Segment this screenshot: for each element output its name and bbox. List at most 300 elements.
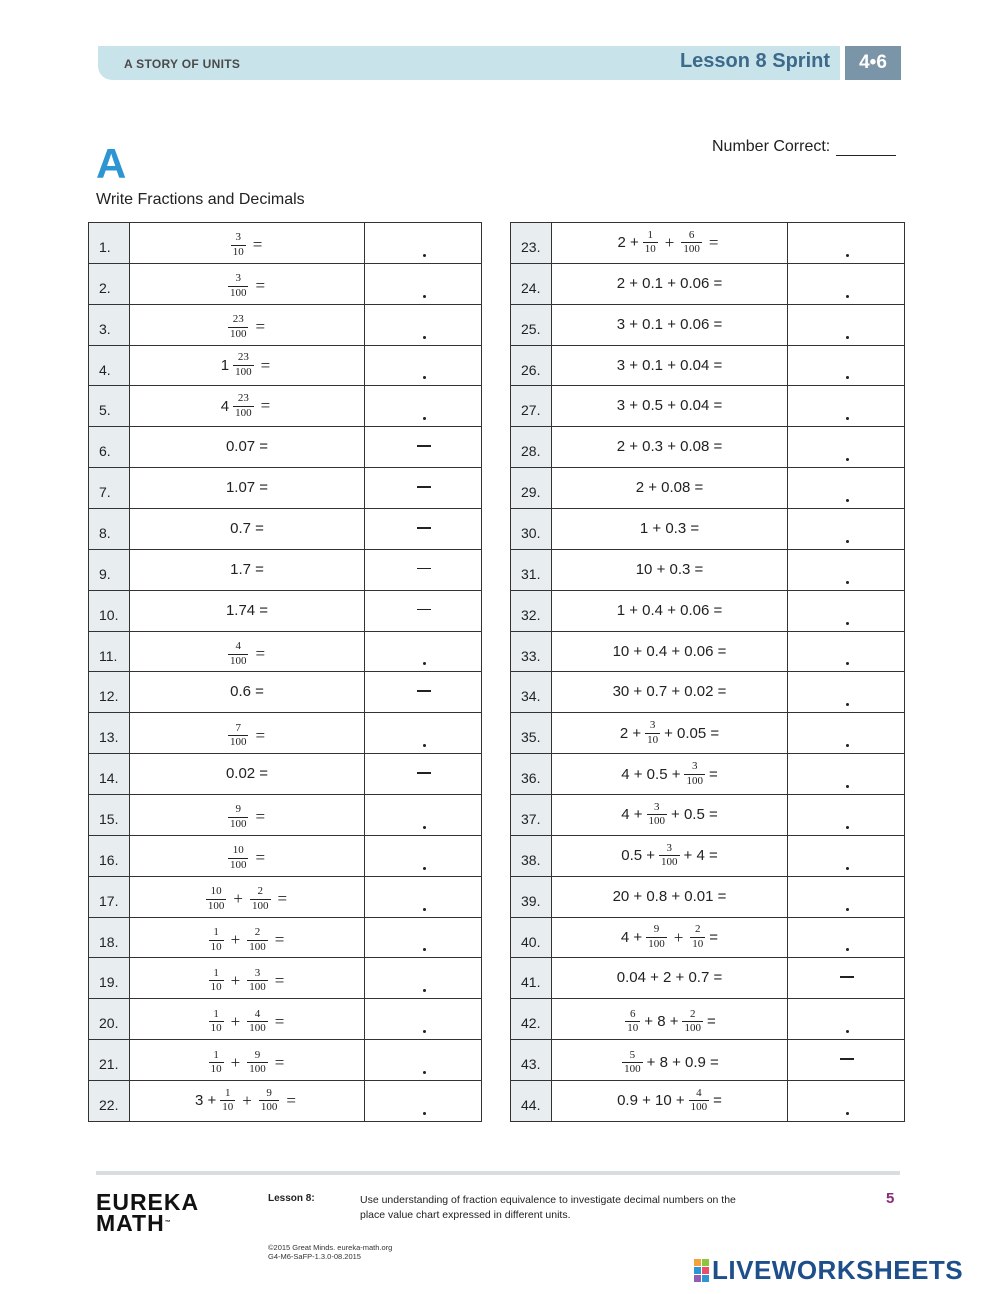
numerator: 6 — [688, 228, 695, 241]
denominator: 100 — [249, 1022, 266, 1035]
problem-number: 27. — [511, 386, 552, 427]
numerator: 3 — [235, 272, 241, 285]
fraction — [209, 1050, 224, 1076]
answer-blank-dash — [840, 976, 854, 978]
fraction — [206, 886, 227, 912]
problem-row — [511, 223, 905, 264]
numerator: 23 — [237, 392, 249, 405]
answer-decimal-point — [423, 336, 426, 339]
answer-cell[interactable] — [788, 304, 905, 345]
problem-number: 36. — [511, 754, 552, 795]
problem-row — [89, 1040, 482, 1081]
problem-row — [89, 713, 482, 754]
answer-decimal-point — [846, 295, 849, 298]
expression-text: 2 + 0.3 + 0.08 = — [616, 438, 723, 456]
numerator: 2 — [254, 925, 261, 938]
problem-number: 39. — [511, 876, 552, 917]
problem-number: 18. — [89, 917, 130, 958]
number-correct-label: Number Correct: — [712, 138, 831, 155]
problem-number: 28. — [511, 427, 552, 468]
problem-row — [511, 263, 905, 304]
fraction — [228, 641, 249, 667]
problem-expression — [552, 795, 788, 836]
problem-number: 19. — [89, 958, 130, 999]
footer-copyright — [268, 1243, 392, 1261]
denominator: 10 — [210, 981, 222, 994]
denominator: 10 — [222, 1101, 234, 1114]
answer-cell[interactable] — [365, 223, 482, 264]
fraction — [233, 352, 254, 378]
expression-text: = — [706, 1013, 716, 1031]
answer-blank-dash — [840, 1058, 854, 1060]
answer-decimal-point — [423, 295, 426, 298]
numerator: 9 — [235, 803, 241, 816]
answer-cell[interactable] — [365, 386, 482, 427]
problem-row — [511, 468, 905, 509]
problem-expression — [552, 345, 788, 386]
denominator: 100 — [229, 327, 247, 340]
problem-number: 44. — [511, 1081, 552, 1122]
answer-cell[interactable] — [788, 713, 905, 754]
denominator: 100 — [648, 938, 665, 951]
answer-cell[interactable] — [365, 876, 482, 917]
problem-row — [89, 958, 482, 999]
answer-cell[interactable] — [365, 1040, 482, 1081]
answer-blank-dash — [417, 690, 431, 692]
lesson-title: Lesson 8 Sprint — [679, 50, 830, 72]
liveworksheets-text: LIVEWORKSHEETS — [712, 1255, 964, 1285]
problem-row — [511, 304, 905, 345]
fraction — [689, 1088, 710, 1114]
footer-lesson-desc: Use understanding of fraction equivalence to investigate decimal numbers on the place value chart expressed in different units. — [360, 1194, 736, 1221]
expression-text: + 4 = — [683, 847, 718, 865]
problem-number: 12. — [89, 672, 130, 713]
denominator: 100 — [207, 899, 225, 912]
problem-expression — [552, 386, 788, 427]
problem-expression — [130, 917, 365, 958]
answer-cell[interactable] — [365, 304, 482, 345]
answer-decimal-point — [846, 417, 849, 420]
answer-cell[interactable] — [365, 468, 482, 509]
answer-cell[interactable] — [788, 672, 905, 713]
numerator: 3 — [254, 966, 261, 979]
fraction — [684, 761, 705, 787]
answer-cell[interactable] — [365, 795, 482, 836]
problem-row — [89, 795, 482, 836]
denominator: 100 — [661, 856, 678, 869]
problem-expression — [552, 999, 788, 1040]
problem-row — [89, 999, 482, 1040]
denominator: 100 — [229, 858, 247, 871]
numerator: 9 — [653, 923, 660, 936]
fraction — [643, 230, 658, 256]
problem-row — [89, 917, 482, 958]
answer-cell[interactable] — [365, 509, 482, 550]
answer-cell[interactable] — [788, 386, 905, 427]
answer-cell[interactable] — [788, 1040, 905, 1081]
fraction — [209, 1009, 224, 1035]
numerator: 2 — [695, 923, 701, 936]
denominator: 100 — [690, 1101, 708, 1114]
fraction — [247, 927, 268, 953]
denominator: 10 — [692, 938, 704, 951]
answer-decimal-point — [846, 662, 849, 665]
answer-cell[interactable] — [788, 590, 905, 631]
numerator: 1 — [213, 1007, 219, 1020]
problem-expression — [130, 876, 365, 917]
answer-decimal-point — [846, 826, 849, 829]
denominator: 100 — [229, 817, 247, 830]
operator: = — [255, 725, 266, 745]
problem-row — [511, 631, 905, 672]
problem-number: 17. — [89, 876, 130, 917]
problem-expression — [552, 754, 788, 795]
denominator: 100 — [235, 406, 252, 419]
expression-text: 2 + — [617, 234, 639, 252]
expression-text: 1.7 = — [230, 560, 264, 578]
brand-tm: ™ — [164, 1220, 172, 1226]
denominator: 100 — [624, 1063, 641, 1076]
operator: = — [255, 807, 266, 827]
operator: + — [230, 970, 241, 990]
answer-cell[interactable] — [365, 631, 482, 672]
expression-text: 0.6 = — [230, 683, 264, 701]
liveworksheets-logo — [694, 1255, 963, 1286]
expression-text: 3 + — [195, 1092, 217, 1110]
problem-row — [89, 835, 482, 876]
denominator: 100 — [229, 736, 247, 749]
answer-decimal-point — [846, 1112, 849, 1115]
problem-expression — [130, 835, 365, 876]
problem-expression — [130, 1040, 365, 1081]
fraction — [646, 924, 667, 950]
denominator: 100 — [686, 774, 703, 787]
numerator: 10 — [210, 885, 222, 898]
answer-blank-dash — [417, 527, 431, 529]
problem-number: 2. — [89, 263, 130, 304]
problem-number: 6. — [89, 427, 130, 468]
operator: = — [708, 232, 719, 252]
problem-number: 16. — [89, 835, 130, 876]
denominator: 100 — [229, 654, 247, 667]
operator: = — [274, 1052, 285, 1072]
problem-number: 10. — [89, 590, 130, 631]
operator: = — [274, 1011, 285, 1031]
problem-number: 7. — [89, 468, 130, 509]
answer-cell[interactable] — [365, 590, 482, 631]
answer-decimal-point — [846, 744, 849, 747]
operator: + — [230, 930, 241, 950]
answer-cell[interactable] — [788, 468, 905, 509]
problem-row — [511, 754, 905, 795]
problem-number: 32. — [511, 590, 552, 631]
sprint-letter: A — [96, 140, 127, 187]
problem-number: 42. — [511, 999, 552, 1040]
denominator: 100 — [683, 243, 700, 256]
problems-table-left — [88, 222, 482, 1122]
denominator: 100 — [260, 1101, 278, 1114]
operator: + — [673, 927, 684, 947]
expression-text: 0.9 + 10 + — [617, 1092, 685, 1110]
expression-text: 30 + 0.7 + 0.02 = — [612, 683, 727, 701]
problem-expression — [130, 672, 365, 713]
answer-cell[interactable] — [788, 427, 905, 468]
denominator: 10 — [210, 1063, 222, 1076]
answer-cell[interactable] — [365, 427, 482, 468]
problem-row — [89, 304, 482, 345]
problem-row — [89, 1081, 482, 1122]
fraction — [250, 886, 271, 912]
problem-expression — [130, 304, 365, 345]
problem-row — [511, 386, 905, 427]
answer-decimal-point — [423, 662, 426, 665]
denominator: 10 — [627, 1022, 639, 1035]
expression-text: 10 + 0.3 = — [635, 560, 704, 578]
problem-number: 11. — [89, 631, 130, 672]
expression-text: 0.07 = — [225, 438, 269, 456]
operator: = — [260, 396, 271, 416]
fraction — [233, 393, 254, 419]
problem-expression — [552, 713, 788, 754]
denominator: 100 — [235, 366, 252, 378]
problem-expression — [130, 795, 365, 836]
expression-text: 3 + 0.1 + 0.06 = — [616, 315, 723, 333]
operator: + — [242, 1090, 252, 1110]
problem-number: 15. — [89, 795, 130, 836]
answer-decimal-point — [846, 703, 849, 706]
operator: + — [230, 1052, 241, 1072]
problem-expression — [130, 754, 365, 795]
footer-divider — [96, 1171, 900, 1175]
answer-cell[interactable] — [365, 345, 482, 386]
problem-expression — [552, 958, 788, 999]
problem-number: 41. — [511, 958, 552, 999]
problem-row — [511, 345, 905, 386]
answer-cell[interactable] — [788, 917, 905, 958]
numerator: 6 — [630, 1007, 636, 1020]
answer-cell[interactable] — [365, 917, 482, 958]
fraction — [228, 804, 249, 830]
problem-number: 37. — [511, 795, 552, 836]
answer-cell[interactable] — [788, 631, 905, 672]
expression-text: 1 — [220, 357, 230, 374]
page-number: 5 — [886, 1190, 895, 1207]
problem-number: 9. — [89, 549, 130, 590]
expression-text: 0.5 + — [621, 847, 656, 865]
problem-row — [511, 427, 905, 468]
answer-cell[interactable] — [788, 876, 905, 917]
answer-cell[interactable] — [788, 223, 905, 264]
problem-expression — [552, 1081, 788, 1122]
answer-cell[interactable] — [365, 549, 482, 590]
problem-row — [89, 509, 482, 550]
operator: = — [260, 355, 271, 375]
answer-cell[interactable] — [788, 754, 905, 795]
fraction — [228, 314, 249, 340]
answer-cell[interactable] — [365, 835, 482, 876]
operator: + — [233, 889, 243, 909]
fraction — [625, 1009, 640, 1035]
numerator: 4 — [696, 1086, 702, 1099]
answer-cell[interactable] — [365, 672, 482, 713]
problem-row — [89, 549, 482, 590]
expression-text: 2 + 0.1 + 0.06 = — [616, 274, 723, 292]
numerator: 3 — [649, 719, 656, 732]
expression-text: 3 + 0.5 + 0.04 = — [616, 397, 723, 415]
problem-expression — [552, 304, 788, 345]
problem-row — [89, 876, 482, 917]
problem-number: 21. — [89, 1040, 130, 1081]
denominator: 100 — [249, 940, 266, 953]
numerator: 1 — [213, 925, 219, 938]
expression-text: = — [709, 929, 719, 947]
problem-row — [89, 754, 482, 795]
problem-row — [89, 590, 482, 631]
answer-decimal-point — [423, 867, 426, 870]
problem-row — [89, 631, 482, 672]
problem-expression — [130, 713, 365, 754]
problem-expression — [130, 345, 365, 386]
answer-decimal-point — [423, 1030, 426, 1033]
answer-cell[interactable] — [788, 999, 905, 1040]
problem-number: 38. — [511, 835, 552, 876]
numerator: 1 — [213, 1048, 219, 1061]
numerator: 23 — [232, 313, 244, 326]
problem-row — [511, 672, 905, 713]
answer-cell[interactable] — [788, 795, 905, 836]
problem-number: 40. — [511, 917, 552, 958]
answer-cell[interactable] — [365, 263, 482, 304]
problem-expression — [130, 509, 365, 550]
problem-row — [511, 999, 905, 1040]
liveworksheets-icon — [694, 1259, 709, 1282]
problem-row — [511, 713, 905, 754]
numerator: 5 — [629, 1048, 636, 1061]
operator: = — [255, 644, 266, 664]
problem-number: 8. — [89, 509, 130, 550]
answer-decimal-point — [423, 744, 426, 747]
problem-number: 1. — [89, 223, 130, 264]
operator: + — [664, 232, 675, 252]
answer-decimal-point — [846, 948, 849, 951]
problem-number: 22. — [89, 1081, 130, 1122]
answer-cell[interactable] — [365, 1081, 482, 1122]
answer-decimal-point — [423, 989, 426, 992]
denominator: 100 — [249, 981, 266, 994]
expression-text: 1.74 = — [225, 601, 269, 619]
answer-cell[interactable] — [365, 958, 482, 999]
expression-text: 4 + — [620, 929, 643, 947]
numerator: 1 — [213, 966, 219, 979]
fraction — [647, 802, 668, 828]
problem-row — [511, 917, 905, 958]
problem-number: 29. — [511, 468, 552, 509]
expression-text: 4 + — [621, 806, 643, 824]
numerator: 9 — [254, 1048, 261, 1061]
answer-decimal-point — [846, 376, 849, 379]
fraction — [622, 1050, 643, 1076]
fraction — [231, 232, 246, 258]
answer-decimal-point — [846, 1030, 849, 1033]
fraction — [209, 968, 224, 994]
brand-line2: MATH — [96, 1210, 165, 1236]
fraction — [228, 723, 249, 749]
answer-cell[interactable] — [788, 1081, 905, 1122]
problem-expression — [552, 590, 788, 631]
expression-text: 1.07 = — [225, 479, 269, 497]
problem-expression — [130, 263, 365, 304]
answer-cell[interactable] — [788, 345, 905, 386]
fraction — [247, 968, 268, 994]
answer-cell[interactable] — [788, 958, 905, 999]
problem-expression — [552, 835, 788, 876]
operator: + — [230, 1011, 241, 1031]
problem-number: 34. — [511, 672, 552, 713]
answer-cell[interactable] — [365, 713, 482, 754]
denominator: 10 — [210, 940, 222, 953]
fraction — [220, 1088, 235, 1114]
problem-row — [511, 590, 905, 631]
numerator: 4 — [235, 639, 241, 652]
answer-cell[interactable] — [788, 263, 905, 304]
answer-decimal-point — [846, 908, 849, 911]
expression-text: 4 + 0.5 + — [621, 765, 681, 783]
answer-decimal-point — [846, 254, 849, 257]
answer-decimal-point — [423, 1112, 426, 1115]
problem-expression — [130, 223, 365, 264]
denominator: 10 — [210, 1022, 222, 1035]
answer-decimal-point — [846, 458, 849, 461]
problem-row — [89, 468, 482, 509]
answer-cell[interactable] — [788, 549, 905, 590]
answer-cell[interactable] — [365, 999, 482, 1040]
numerator: 10 — [232, 844, 244, 857]
answer-decimal-point — [423, 254, 426, 257]
expression-text: + 0.5 = — [671, 806, 718, 824]
answer-blank-dash — [417, 486, 431, 488]
problem-number: 4. — [89, 345, 130, 386]
problem-expression — [130, 590, 365, 631]
operator: = — [277, 889, 288, 909]
problem-expression — [552, 223, 788, 264]
denominator: 100 — [229, 286, 247, 299]
operator: = — [255, 317, 266, 337]
fraction — [228, 273, 249, 299]
problem-expression — [552, 427, 788, 468]
answer-cell[interactable] — [788, 835, 905, 876]
denominator: 10 — [644, 243, 656, 256]
problem-expression — [130, 386, 365, 427]
expression-text: 1 + 0.4 + 0.06 = — [616, 601, 723, 619]
expression-text: + 8 + — [644, 1013, 679, 1031]
numerator: 23 — [237, 351, 249, 364]
fraction — [681, 230, 702, 256]
answer-cell[interactable] — [365, 754, 482, 795]
problems-table-right — [510, 222, 905, 1122]
fraction — [247, 1009, 268, 1035]
operator: = — [252, 235, 263, 255]
number-correct — [712, 138, 896, 156]
problem-expression — [552, 549, 788, 590]
problem-number: 35. — [511, 713, 552, 754]
problem-row — [511, 549, 905, 590]
answer-decimal-point — [423, 908, 426, 911]
fraction — [259, 1088, 280, 1114]
number-correct-input[interactable] — [836, 142, 896, 156]
answer-cell[interactable] — [788, 509, 905, 550]
answer-decimal-point — [846, 581, 849, 584]
problem-number: 5. — [89, 386, 130, 427]
